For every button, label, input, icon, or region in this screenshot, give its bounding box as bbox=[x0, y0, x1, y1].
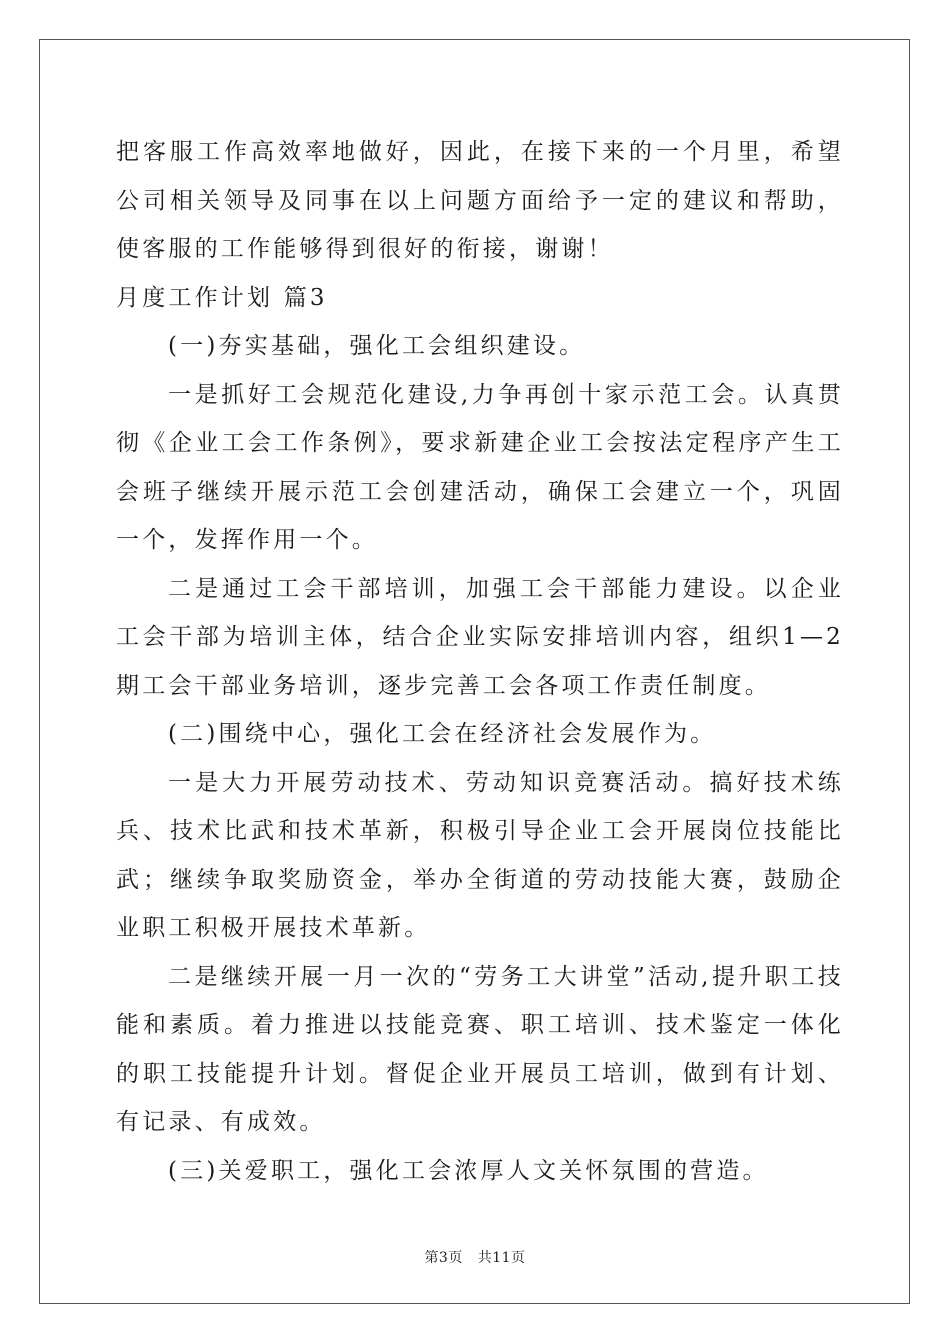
document-body bbox=[116, 128, 844, 1195]
paragraph-4: 一是抓好工会规范化建设,力争再创十家示范工会。认真贯彻《企业工会工作条例》，要求新建企业工会按法定程序产生工会班子继续开展示范工会创建活动，确保工会建立一个，巩固一个，发挥作用一个。 bbox=[116, 381, 844, 553]
page-number: 第3页 bbox=[424, 1250, 463, 1266]
paragraph-3: (一)夯实基础，强化工会组织建设。 bbox=[168, 333, 586, 359]
paragraph-5: 二是通过工会干部培训，加强工会干部能力建设。以企业工会干部为培训主体，结合企业实际安排培训内容，组织1—2期工会干部业务培训，逐步完善工会各项工作责任制度。 bbox=[116, 575, 844, 699]
page-total: 共11页 bbox=[477, 1250, 526, 1266]
paragraph-1: 把客服工作高效率地做好，因此，在接下来的一个月里，希望公司相关领导及同事在以上问题方面给予一定的建议和帮助，使客服的工作能够得到很好的衔接，谢谢！ bbox=[116, 139, 844, 262]
paragraph-9: (三)关爱职工，强化工会浓厚人文关怀氛围的营造。 bbox=[168, 1157, 769, 1184]
page-footer bbox=[0, 1247, 950, 1267]
section-heading: 月度工作计划 篇3 bbox=[116, 284, 328, 311]
paragraph-7: 一是大力开展劳动技术、劳动知识竞赛活动。搞好技术练兵、技术比武和技术革新，积极引导企业工会开展岗位技能比武；继续争取奖励资金，举办全街道的劳动技能大赛，鼓励企业职工积极开展技术革新。 bbox=[116, 769, 844, 941]
paragraph-6: (二)围绕中心，强化工会在经济社会发展作为。 bbox=[168, 721, 717, 747]
paragraph-8: 二是继续开展一月一次的“劳务工大讲堂”活动,提升职工技能和素质。着力推进以技能竞赛、职工培训、技术鉴定一体化的职工技能提升计划。督促企业开展员工培训，做到有计划、有记录、有成效。 bbox=[116, 963, 844, 1135]
